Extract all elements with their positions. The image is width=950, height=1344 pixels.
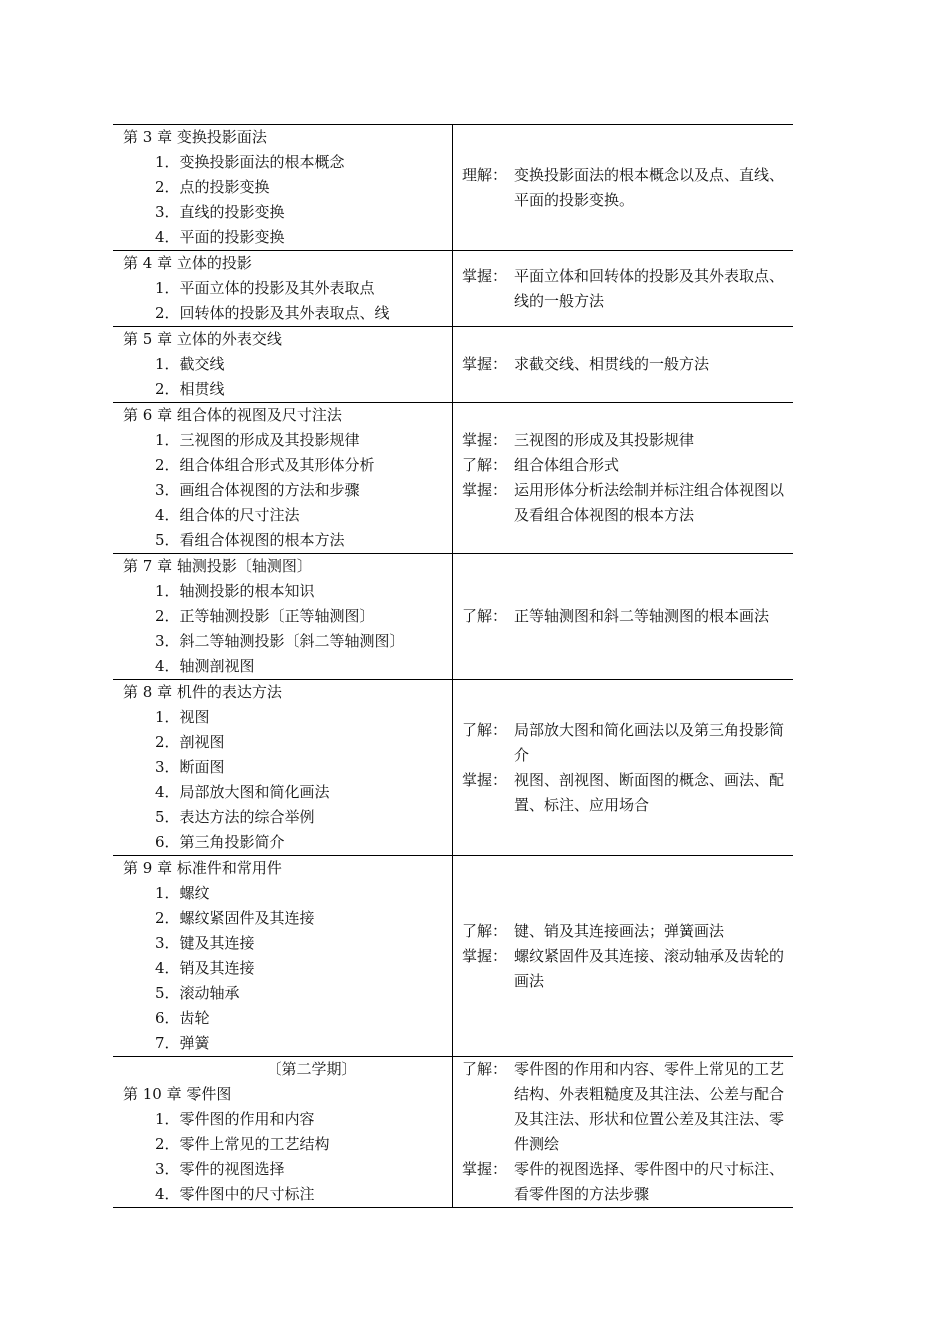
requirement-text: 正等轴测图和斜二等轴测图的根本画法	[514, 607, 770, 625]
chapter-row	[113, 125, 793, 251]
chapter-outline-cell	[113, 403, 453, 554]
requirement-text: 组合体组合形式	[514, 456, 620, 474]
requirements-cell	[453, 856, 794, 1057]
requirement-text: 平面立体和回转体的投影及其外表取点、线的一般方法	[514, 266, 785, 310]
section-item: 2．相贯线	[155, 380, 225, 398]
section-item: 1．螺纹	[155, 884, 210, 902]
section-item: 4．零件图中的尺寸标注	[155, 1185, 315, 1203]
requirement-text: 视图、剖视图、断面图的概念、画法、配置、标注、应用场合	[514, 770, 785, 814]
requirement-level-label: 了解：	[462, 607, 508, 625]
requirement-item	[453, 768, 793, 818]
section-item: 3．画组合体视图的方法和步骤	[155, 481, 360, 499]
requirements-cell	[453, 403, 794, 554]
requirement-item	[453, 919, 793, 944]
section-item: 4．组合体的尺寸注法	[155, 506, 300, 524]
chapter-title: 第 9 章 标准件和常用件	[123, 859, 282, 877]
chapter-row	[113, 680, 793, 856]
requirement-level-label: 掌握：	[462, 946, 508, 965]
requirement-text: 运用形体分析法绘制并标注组合体视图以及看组合体视图的根本方法	[514, 481, 785, 524]
section-item: 1．变换投影面法的根本概念	[155, 153, 345, 171]
chapter-outline-cell	[113, 1057, 453, 1208]
chapter-row	[113, 251, 793, 327]
section-item: 1．平面立体的投影及其外表取点	[155, 279, 375, 297]
section-item: 2．回转体的投影及其外表取点、线	[155, 304, 390, 322]
section-item: 2．剖视图	[155, 733, 225, 751]
chapter-outline-cell	[113, 251, 453, 327]
requirements-cell	[453, 251, 794, 327]
section-item: 2．正等轴测投影〔正等轴测图〕	[155, 607, 375, 625]
chapter-title: 第 10 章 零件图	[123, 1085, 232, 1103]
section-item: 3．键及其连接	[155, 934, 255, 952]
chapter-outline-cell	[113, 554, 453, 680]
chapter-outline-cell	[113, 856, 453, 1057]
requirement-text: 螺纹紧固件及其连接、滚动轴承及齿轮的画法	[514, 946, 785, 990]
section-item: 4．销及其连接	[155, 959, 255, 977]
chapter-row	[113, 856, 793, 1057]
chapter-outline-cell	[113, 327, 453, 403]
section-item: 5．看组合体视图的根本方法	[155, 531, 345, 549]
chapter-title: 第 3 章 变换投影面法	[123, 128, 267, 146]
chapter-title: 第 4 章 立体的投影	[123, 254, 252, 272]
section-item: 5．滚动轴承	[155, 984, 240, 1002]
requirement-text: 局部放大图和简化画法以及第三角投影简介	[514, 720, 785, 764]
section-item: 2．零件上常见的工艺结构	[155, 1135, 330, 1153]
section-item: 3．断面图	[155, 758, 225, 776]
chapter-outline-cell	[113, 125, 453, 251]
requirement-item	[453, 264, 793, 314]
semester-heading: 〔第二学期〕	[266, 1060, 357, 1078]
requirement-text: 零件图的作用和内容、零件上常见的工艺结构、外表粗糙度及其注法、公差与配合及其注法、形状和位置公差及其注法、零件测绘	[514, 1060, 785, 1153]
requirements-cell	[453, 125, 794, 251]
chapter-title: 第 8 章 机件的表达方法	[123, 683, 282, 701]
chapter-outline-cell	[113, 680, 453, 856]
requirement-level-label: 掌握：	[462, 1160, 508, 1178]
requirement-item	[453, 944, 793, 994]
requirement-item	[453, 352, 793, 377]
section-item: 7．弹簧	[155, 1034, 210, 1052]
section-item: 6．第三角投影简介	[155, 833, 285, 851]
requirement-level-label: 了解：	[462, 1060, 508, 1078]
section-item: 4．局部放大图和简化画法	[155, 783, 330, 801]
section-item: 5．表达方法的综合举例	[155, 808, 315, 826]
chapter-row	[113, 327, 793, 403]
section-item: 1．视图	[155, 708, 210, 726]
requirement-item	[453, 478, 793, 528]
requirement-text: 求截交线、相贯线的一般方法	[514, 355, 710, 373]
chapter-row	[113, 1057, 793, 1208]
section-item: 2．螺纹紧固件及其连接	[155, 909, 315, 927]
section-item: 2．组合体组合形式及其形体分析	[155, 456, 375, 474]
chapter-title: 第 7 章 轴测投影〔轴测图〕	[123, 557, 312, 575]
requirements-cell	[453, 680, 794, 856]
requirement-item	[453, 163, 793, 213]
requirement-level-label: 理解：	[462, 165, 508, 184]
section-item: 3．斜二等轴测投影〔斜二等轴测图〕	[155, 632, 405, 650]
requirement-text: 三视图的形成及其投影规律	[514, 431, 695, 449]
requirements-cell	[453, 1057, 794, 1208]
requirement-item	[453, 718, 793, 768]
requirements-cell	[453, 554, 794, 680]
requirement-level-label: 了解：	[462, 720, 508, 739]
requirement-level-label: 掌握：	[462, 266, 508, 285]
requirement-item	[453, 604, 793, 629]
requirement-text: 变换投影面法的根本概念以及点、直线、平面的投影变换。	[514, 165, 785, 209]
section-item: 1．零件图的作用和内容	[155, 1110, 315, 1128]
requirement-item	[453, 428, 793, 453]
chapter-row	[113, 403, 793, 554]
requirements-cell	[453, 327, 794, 403]
requirement-item	[453, 453, 793, 478]
chapter-row	[113, 554, 793, 680]
chapter-title: 第 5 章 立体的外表交线	[123, 330, 282, 348]
chapter-title: 第 6 章 组合体的视图及尺寸注法	[123, 406, 342, 424]
requirement-text: 零件的视图选择、零件图中的尺寸标注、看零件图的方法步骤	[514, 1160, 785, 1203]
requirement-item	[453, 1057, 793, 1157]
requirement-item	[453, 1157, 793, 1207]
section-item: 2．点的投影变换	[155, 178, 270, 196]
section-item: 1．轴测投影的根本知识	[155, 582, 315, 600]
section-item: 3．直线的投影变换	[155, 203, 285, 221]
section-item: 4．平面的投影变换	[155, 228, 285, 246]
section-item: 4．轴测剖视图	[155, 657, 255, 675]
requirement-level-label: 掌握：	[462, 431, 508, 449]
requirement-level-label: 掌握：	[462, 481, 508, 499]
requirement-level-label: 掌握：	[462, 770, 508, 789]
syllabus-table	[113, 124, 793, 1208]
requirement-level-label: 掌握：	[462, 355, 508, 373]
section-item: 6．齿轮	[155, 1009, 210, 1027]
section-item: 1．三视图的形成及其投影规律	[155, 431, 360, 449]
requirement-level-label: 了解：	[462, 456, 508, 474]
requirement-level-label: 了解：	[462, 921, 508, 940]
section-item: 1．截交线	[155, 355, 225, 373]
requirement-text: 键、销及其连接画法；弹簧画法	[514, 921, 725, 940]
section-item: 3．零件的视图选择	[155, 1160, 285, 1178]
